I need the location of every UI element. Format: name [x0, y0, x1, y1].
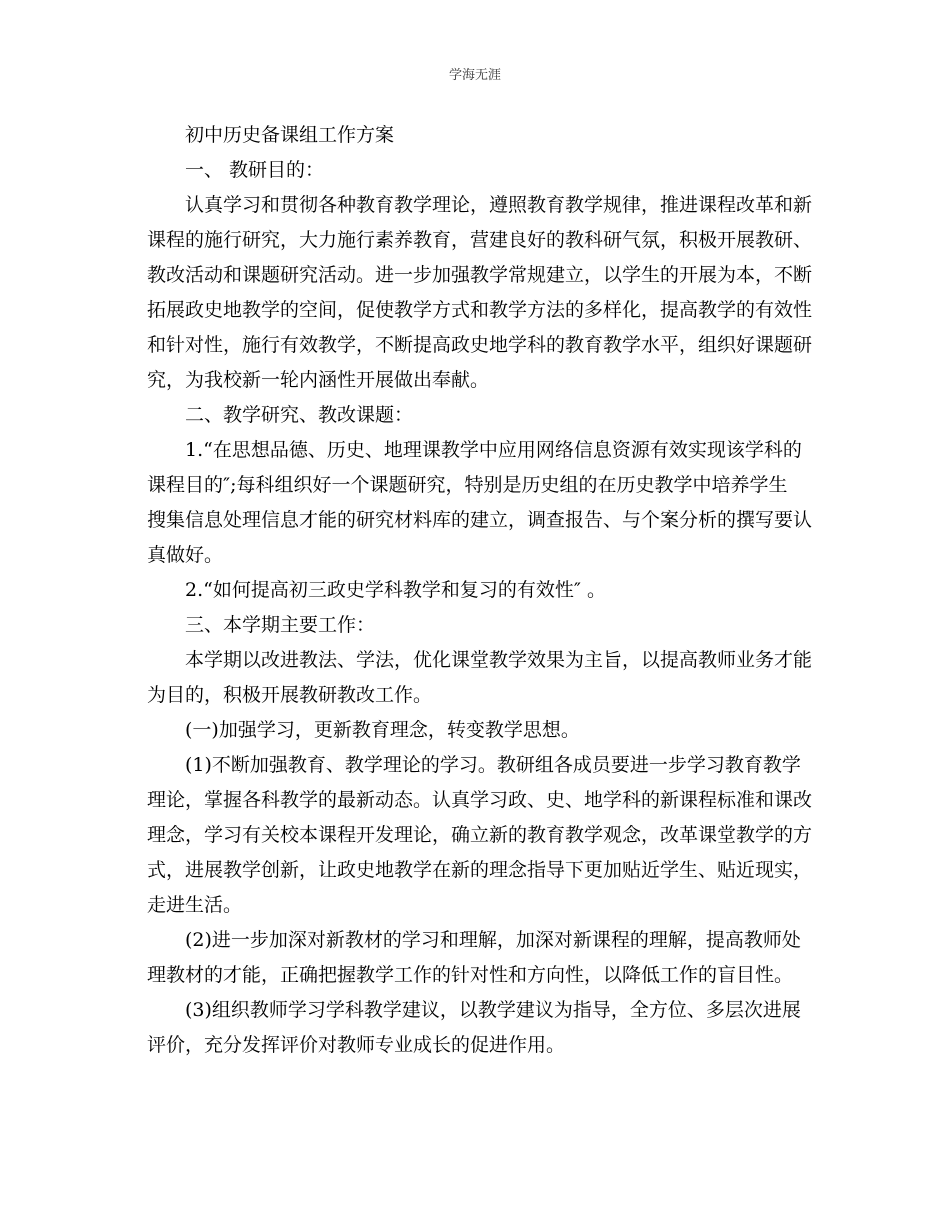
text-line: 理念，学习有关校本课程开发理论，确立新的教育教学观念，改革课堂教学的方	[147, 824, 813, 846]
text-line: 教改活动和课题研究活动。进一步加强教学常规建立，以学生的开展为本，不断	[147, 264, 813, 286]
text-line: 理教材的才能，正确把握教学工作的针对性和方向性，以降低工作的盲目性。	[147, 964, 794, 986]
text-line: 和针对性，施行有效教学，不断提高政史地学科的教育教学水平，组织好课题研	[147, 334, 813, 356]
paragraph	[147, 923, 803, 993]
text-line: 为目的，积极开展教研教改工作。	[147, 684, 433, 706]
text-line: 三、本学期主要工作：	[185, 614, 376, 636]
text-line: 真做好。	[147, 544, 224, 566]
text-line: 1.“在思想品德、历史、地理课教学中应用网络信息资源有效实现该学科的	[185, 439, 802, 461]
text-line: 课程目的″;每科组织好一个课题研究，特别是历史组的在历史教学中培养学生	[147, 474, 788, 496]
doc-title	[147, 118, 803, 153]
text-line: 式，进展教学创新，让政史地教学在新的理念指导下更加贴近学生、贴近现实，	[147, 859, 813, 881]
text-line: (一)加强学习，更新教育理念，转变教学思想。	[185, 719, 580, 741]
subsection-heading	[147, 713, 803, 748]
text-line: 走进生活。	[147, 894, 243, 916]
page-header: 学海无涯	[448, 68, 501, 83]
text-line: 课程的施行研究，大力施行素养教育，营建良好的教科研气氛，积极开展教研、	[147, 229, 813, 251]
document-body	[147, 118, 813, 1063]
text-line: 本学期以改进教法、学法，优化课堂教学效果为主旨，以提高教师业务才能	[185, 649, 813, 671]
paragraph	[147, 643, 813, 713]
text-line: 拓展政史地教学的空间，促使教学方式和教学方法的多样化，提高教学的有效性	[147, 299, 813, 321]
section-heading-2	[147, 398, 803, 433]
paragraph	[147, 573, 803, 608]
text-line: (1)不断加强教育、教学理论的学习。教研组各成员要进一步学习教育教学	[185, 754, 801, 776]
text-line: 评价，充分发挥评价对教师专业成长的促进作用。	[147, 1034, 566, 1056]
text-line: 2.“如何提高初三政史学科教学和复习的有效性″ 。	[185, 579, 606, 601]
text-line: (2)进一步加深对新教材的学习和理解，加深对新课程的理解，提高教师处	[185, 929, 801, 951]
text-line: 理论，掌握各科教学的最新动态。认真学习政、史、地学科的新课程标准和课改	[147, 789, 813, 811]
text-line: 初中历史备课组工作方案	[185, 124, 395, 146]
section-heading-3	[147, 608, 803, 643]
text-line: 认真学习和贯彻各种教育教学理论，遵照教育教学规律，推进课程改革和新	[185, 194, 813, 216]
text-line: (3)组织教师学习学科教学建议，以教学建议为指导，全方位、多层次进展	[185, 999, 801, 1021]
paragraph	[147, 748, 813, 923]
paragraph	[147, 188, 813, 398]
section-heading-1	[147, 153, 803, 188]
text-line: 搜集信息处理信息才能的研究材料库的建立，调查报告、与个案分析的撰写要认	[147, 509, 813, 531]
text-line: 究，为我校新一轮内涵性开展做出奉献。	[147, 369, 490, 391]
text-line: 一、 教研目的：	[185, 159, 325, 181]
paragraph	[147, 993, 803, 1063]
paragraph	[147, 433, 813, 573]
text-line: 二、教学研究、教改课题：	[185, 404, 414, 426]
